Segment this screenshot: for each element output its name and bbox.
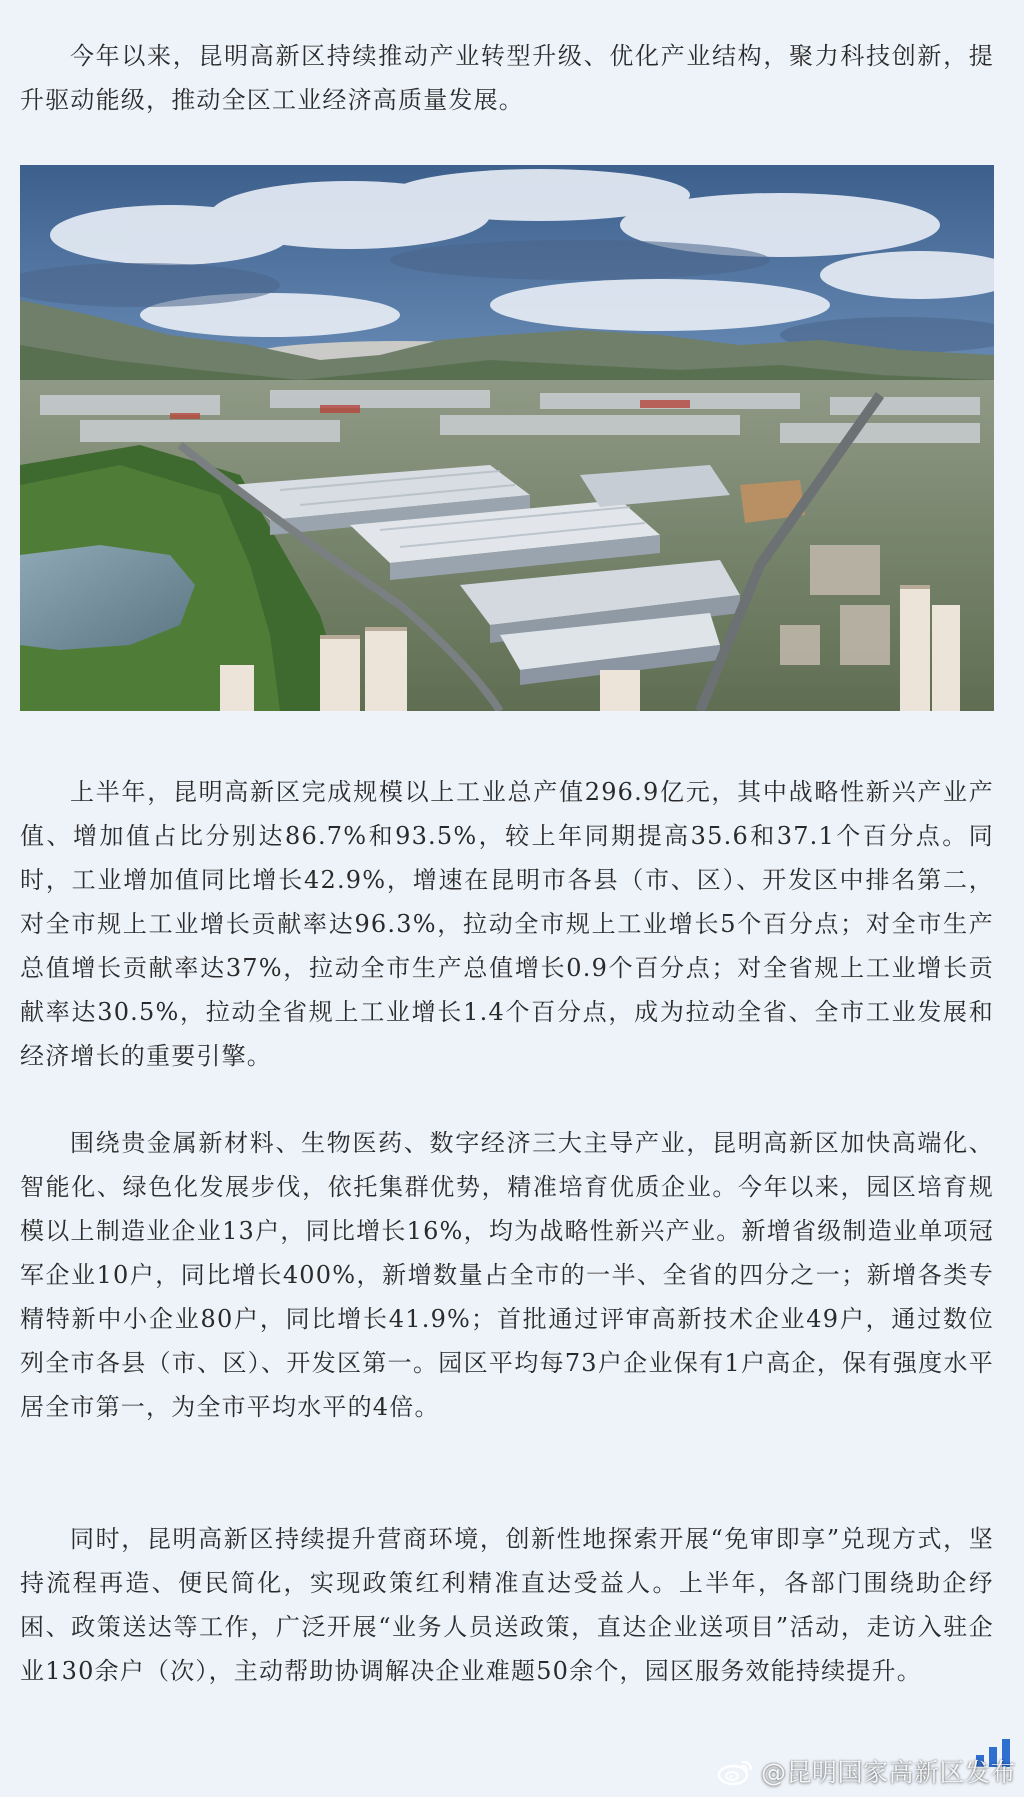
paragraph-business-environment: 同时，昆明高新区持续提升营商环境，创新性地探索开展“免审即享”兑现方式，坚持流程再造、便民简化，实现政策红利精准直达受益人。上半年，各部门围绕助企纾困、政策送达等工作，广泛开展“业务人员送政策，直达企业送项目”活动，走访入驻企业130余户（次），主动帮助协调解决企业难题50余个，园区服务效能持续提升。 bbox=[20, 1525, 994, 1685]
paragraph-intro: 今年以来，昆明高新区持续推动产业转型升级、优化产业结构，聚力科技创新，提升驱动能级，推动全区工业经济高质量发展。 bbox=[20, 42, 994, 114]
source-watermark bbox=[717, 1751, 1016, 1791]
paragraph-first-half-output: 上半年，昆明高新区完成规模以上工业总产值296.9亿元，其中战略性新兴产业产值、增加值占比分别达86.7%和93.5%，较上年同期提高35.6和37.1个百分点。同时，工业增加值同比增长42.9%，增速在昆明市各县（市、区）、开发区中排名第二，对全市规上工业增长贡献率达96.3%，拉动全市规上工业增长5个百分点；对全市生产总值增长贡献率达37%，拉动全市生产总值增长0.9个百分点；对全省规上工业增长贡献率达30.5%，拉动全省规上工业增长1.4个百分点，成为拉动全省、全市工业发展和经济增长的重要引擎。 bbox=[20, 778, 994, 1070]
weibo-icon bbox=[717, 1756, 755, 1786]
watermark-text: @昆明国家高新区发布 bbox=[760, 1758, 1016, 1787]
aerial-industrial-park-photo bbox=[20, 165, 994, 711]
paragraph-leading-industries: 围绕贵金属新材料、生物医药、数字经济三大主导产业，昆明高新区加快高端化、智能化、绿色化发展步伐，依托集群优势，精准培育优质企业。今年以来，园区培育规模以上制造业企业13户，同比增长16%，均为战略性新兴产业。新增省级制造业单项冠军企业10户，同比增长400%，新增数量占全市的一半、全省的四分之一；新增各类专精特新中小企业80户，同比增长41.9%；首批通过评审高新技术企业49户，通过数位列全市各县（市、区）、开发区第一。园区平均每73户企业保有1户高企，保有强度水平居全市第一，为全市平均水平的4倍。 bbox=[20, 1129, 994, 1421]
